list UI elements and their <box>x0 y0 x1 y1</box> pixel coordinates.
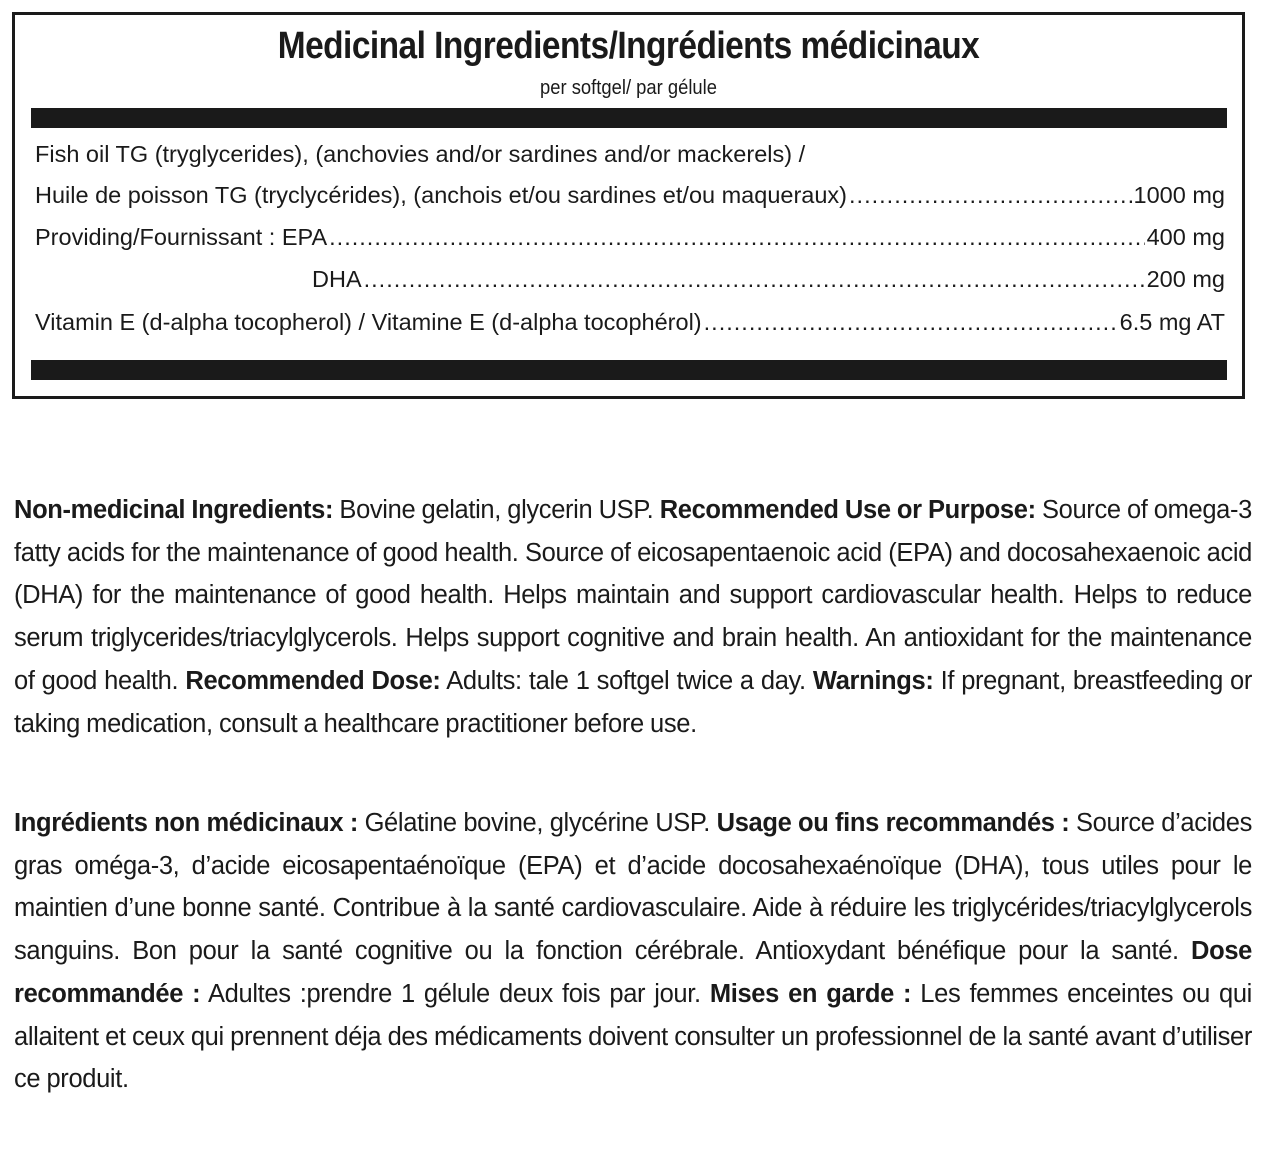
nonmed-heading: Non-medicinal Ingredients: <box>14 496 334 524</box>
french-label-paragraph <box>14 802 1252 1101</box>
english-label-paragraph <box>14 489 1252 745</box>
ingredient-row-epa <box>35 222 1225 252</box>
ingredient-label: DHA <box>312 266 362 292</box>
leader-dots <box>364 264 1145 294</box>
ingredient-row-dha <box>35 264 1225 294</box>
bottom-rule-bar <box>31 360 1227 380</box>
dose-heading: Recommended Dose: <box>185 666 441 695</box>
panel-title: Medicinal Ingredients/Ingrédients médicinaux <box>277 25 980 67</box>
dose-text: Adultes :prendre 1 gélule deux fois par jour. <box>200 979 710 1008</box>
ingredient-amount: 1000 mg <box>1133 182 1225 208</box>
ingredient-label: Providing/Fournissant : EPA <box>35 224 328 250</box>
use-text: Source of omega-3 fatty acids for the maintenance of good health. Source of eicosapentaenoic acid (EPA) and docosahexaenoic acid (DHA) for the maintenance of good health. Helps maintain and support cardiovascular health. Helps to reduce serum triglycerides/triacylglycerols. Helps support cognitive and brain health. An antioxidant for the maintenance of good health. <box>14 496 1252 695</box>
nonmed-text: Bovine gelatin, glycerin USP. <box>333 496 660 524</box>
panel-subtitle: per softgel/ par gélule <box>540 77 717 99</box>
dose-text: Adults: tale 1 softgel twice a day. <box>440 666 813 695</box>
ingredient-amount: 6.5 mg AT <box>1119 309 1225 335</box>
top-rule-bar <box>31 108 1227 128</box>
medicinal-ingredients-panel <box>12 12 1245 399</box>
warnings-heading: Warnings: <box>812 666 934 695</box>
ingredient-row-fish-oil-fr <box>35 180 1225 210</box>
use-heading: Recommended Use or Purpose: <box>659 496 1036 524</box>
ingredient-row-vitamin-e <box>35 307 1225 337</box>
ingredient-amount: 200 mg <box>1146 266 1225 292</box>
use-text: Source d’acides gras oméga-3, d’acide eicosapentaénoïque (EPA) et d’acide docosahexaénoïque (DHA), tous utiles pour le maintien d’une bonne santé. Contribue à la santé cardiovasculaire. Aide à réduire les triglycérides/triacylglycerols sanguins. Bon pour la santé cognitive ou la fonction cérébrale. Antioxydant bénéfique pour la santé. <box>14 809 1252 966</box>
ingredient-amount: 400 mg <box>1146 224 1225 250</box>
warnings-text: Les femmes enceintes ou qui allaitent et ceux qui prennent déja des médicaments doivent consulter un professionnel de la santé avant d’utiliser ce produit. <box>14 979 1252 1094</box>
leader-dots <box>704 307 1118 337</box>
dose-heading: Dose recommandée : <box>14 937 1252 1008</box>
leader-dots <box>849 180 1132 210</box>
nonmed-text: Gélatine bovine, glycérine USP. <box>357 809 717 837</box>
ingredient-label: Vitamin E (d-alpha tocopherol) / Vitamine E (d-alpha tocophérol) <box>35 309 702 335</box>
warnings-heading: Mises en garde : <box>709 979 912 1008</box>
ingredient-row-fish-oil-en <box>35 139 1225 169</box>
nonmed-heading: Ingrédients non médicinaux : <box>14 809 358 837</box>
leader-dots <box>329 222 1144 252</box>
ingredient-label: Fish oil TG (tryglycerides), (anchovies and/or sardines and/or mackerels) / <box>35 141 806 167</box>
use-heading: Usage ou fins recommandés : <box>716 809 1070 837</box>
warnings-text: If pregnant, breastfeeding or taking medication, consult a healthcare practitioner before use. <box>14 666 1253 738</box>
ingredient-label: Huile de poisson TG (tryclycérides), (anchois et/ou sardines et/ou maqueraux) <box>35 182 848 208</box>
